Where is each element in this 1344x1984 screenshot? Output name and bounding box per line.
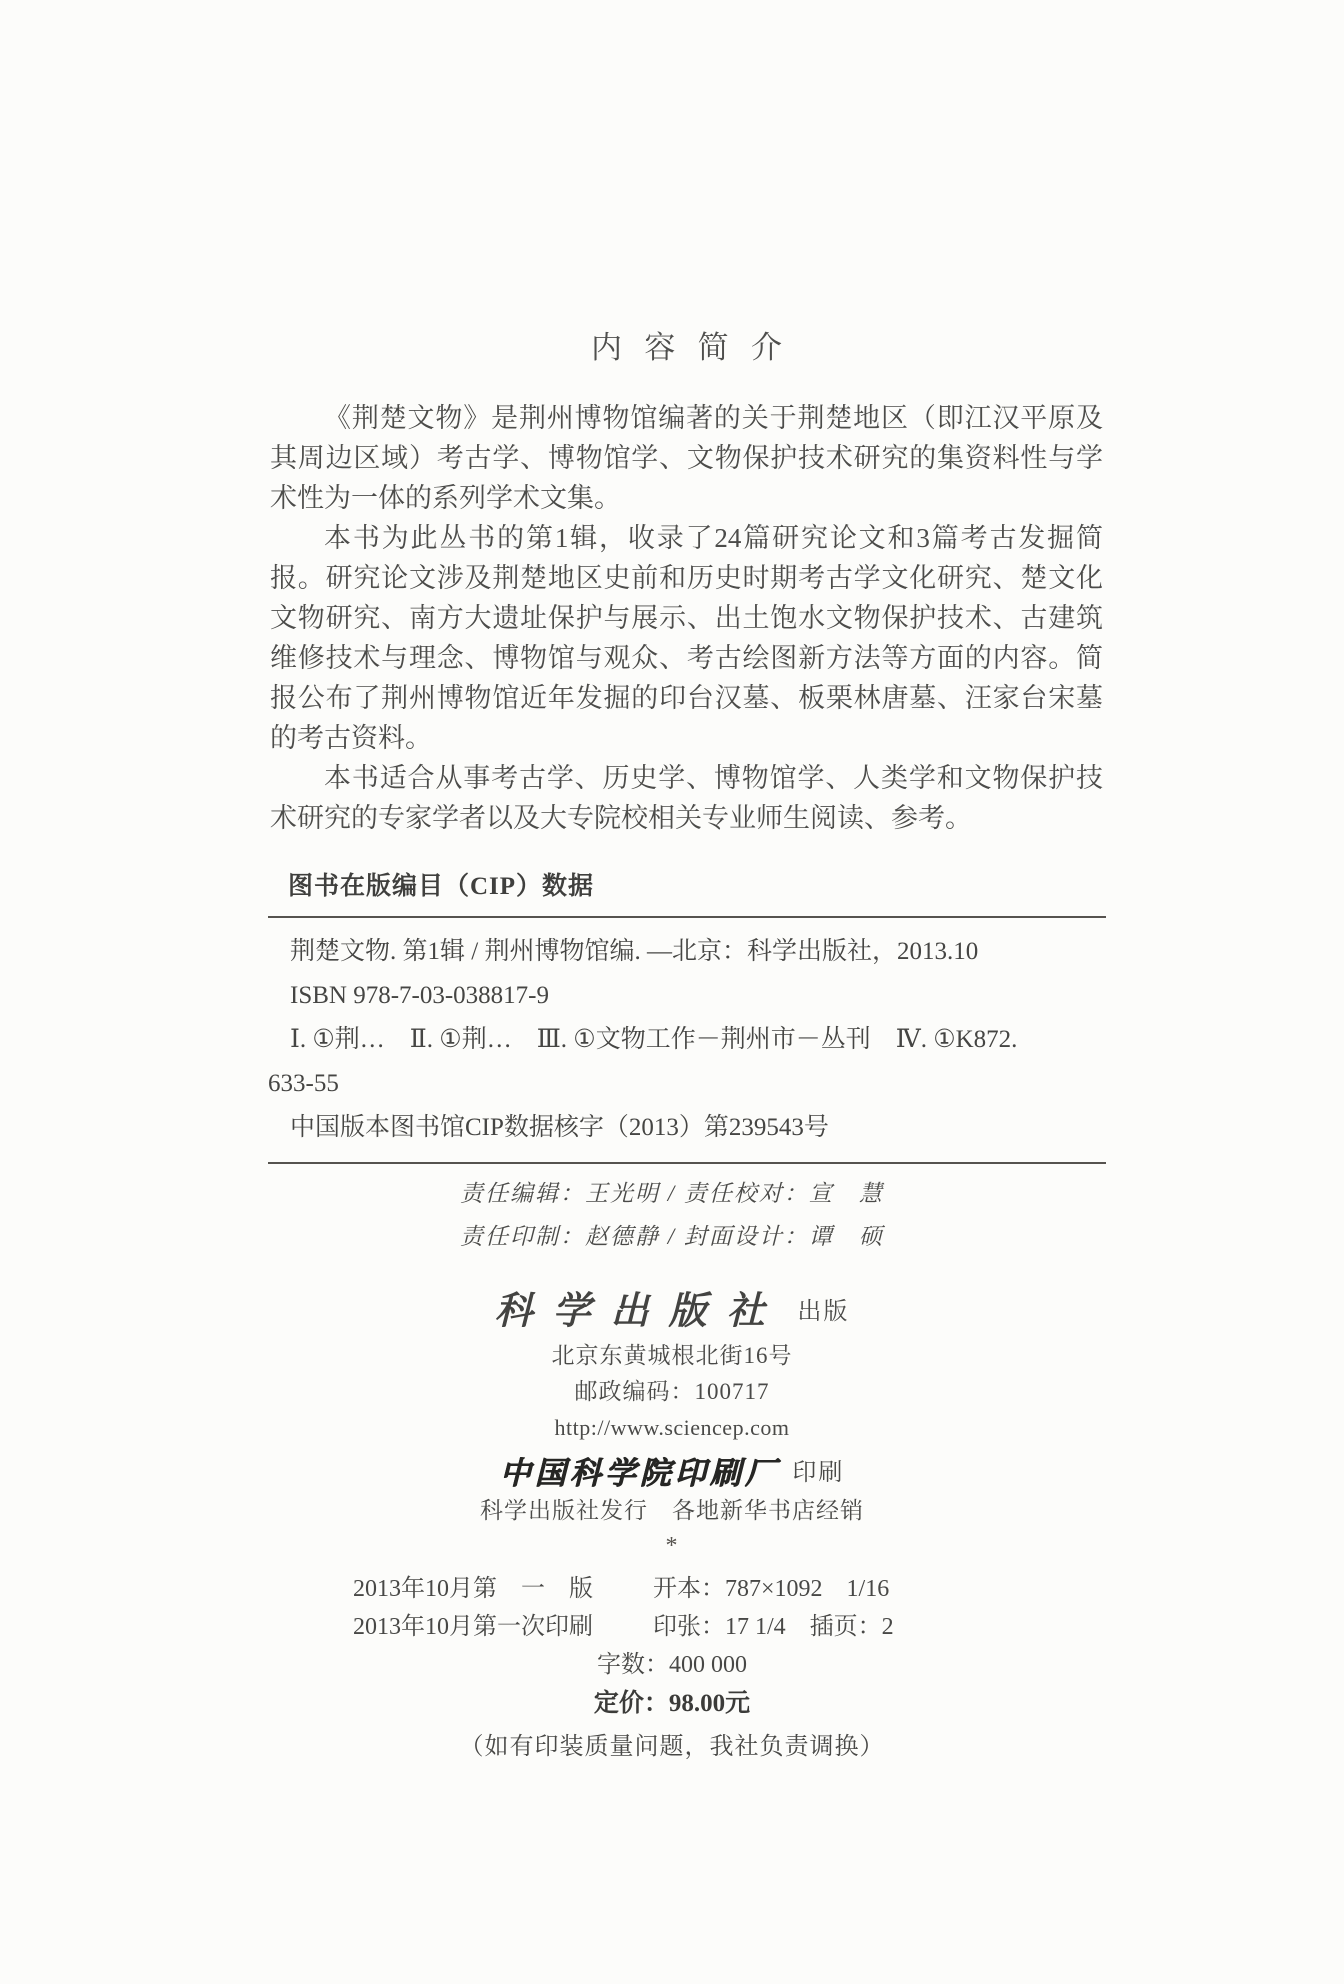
quality-note: （如有印装质量问题，我社负责调换） <box>459 1734 885 1760</box>
intro-title: 内容简介 <box>591 330 805 365</box>
price-line: 定价：98.00元 <box>593 1690 751 1717</box>
sheets-inserts-line: 印张：17 1/4 插页：2 <box>653 1614 894 1640</box>
intro-paragraph-3: 本书适合从事考古学、历史学、博物馆学、人类学和文物保护技术研究的专家学者以及大专院校相关专业师生阅读、参考。 <box>270 763 1103 833</box>
credits-printer-designer: 责任印制：赵德静 / 封面设计：谭 硕 <box>460 1224 884 1249</box>
press-suffix: 出版 <box>797 1298 850 1325</box>
asterisk-divider: * <box>665 1533 679 1560</box>
intro-paragraph-2: 本书为此丛书的第1辑，收录了24篇研究论文和3篇考古发掘简报。研究论文涉及荆楚地区史前和历史时期考古学文化研究、楚文化文物研究、南方大遗址保护与展示、出土饱水文物保护技术、古建筑维修技术与理念、博物馆与观众、考古绘图新方法等方面的内容。简报公布了荆州博物馆近年发掘的印台汉墓、板栗林唐墓、汪家台宋墓的考古资料。 <box>270 523 1103 753</box>
intro-paragraph-1: 《荆楚文物》是荆州博物馆编著的关于荆楚地区（即江汉平原及其周边区域）考古学、博物馆学、文物保护技术研究的集资料性与学术性为一体的系列学术文集。 <box>270 403 1103 513</box>
intro-paragraphs <box>270 398 1103 838</box>
credits-block <box>0 1172 1344 1258</box>
cip-title-line: 荆楚文物. 第1辑 / 荆州博物馆编. —北京：科学出版社，2013.10 <box>290 938 979 965</box>
press-url: http://www.sciencep.com <box>554 1414 790 1440</box>
format-line: 开本：787×1092 1/16 <box>653 1576 890 1602</box>
publisher-block <box>0 1292 1344 1563</box>
press-postcode: 邮政编码：100717 <box>574 1378 770 1404</box>
cip-block <box>268 866 1106 1164</box>
press-address: 北京东黄城根北街16号 <box>551 1342 793 1368</box>
cip-record-number-line: 中国版本图书馆CIP数据核字（2013）第239543号 <box>290 1114 829 1141</box>
cip-classification-continued: 633-55 <box>268 1070 339 1097</box>
edition-date-line: 2013年10月第 一 版 <box>353 1576 593 1602</box>
edition-block <box>0 1570 1344 1770</box>
distribution-line: 科学出版社发行 各地新华书店经销 <box>480 1498 864 1524</box>
cip-heading: 图书在版编目（CIP）数据 <box>288 873 595 900</box>
cip-rule-bottom <box>268 1162 1106 1164</box>
printer-suffix: 印刷 <box>792 1460 845 1487</box>
science-press-logo: 科学出版社 <box>494 1290 785 1333</box>
credits-editor-proofreader: 责任编辑：王光明 / 责任校对：宣 慧 <box>460 1181 884 1206</box>
printing-line: 2013年10月第一次印刷 <box>353 1614 593 1640</box>
cip-lines <box>268 918 1106 1162</box>
cip-classification-line: Ⅰ. ①荆… Ⅱ. ①荆… Ⅲ. ①文物工作－荆州市－丛刊 Ⅳ. ①K872. <box>290 1026 1018 1053</box>
edition-row-1 <box>0 1570 1344 1608</box>
cip-isbn-line: ISBN 978-7-03-038817-9 <box>290 982 550 1009</box>
edition-row-2 <box>0 1608 1344 1646</box>
word-count-line: 字数：400 000 <box>597 1652 747 1678</box>
printer-logo-line <box>0 1454 1344 1492</box>
press-logo-line <box>0 1290 1344 1333</box>
printer-logo: 中国科学院印刷厂 <box>499 1455 780 1491</box>
